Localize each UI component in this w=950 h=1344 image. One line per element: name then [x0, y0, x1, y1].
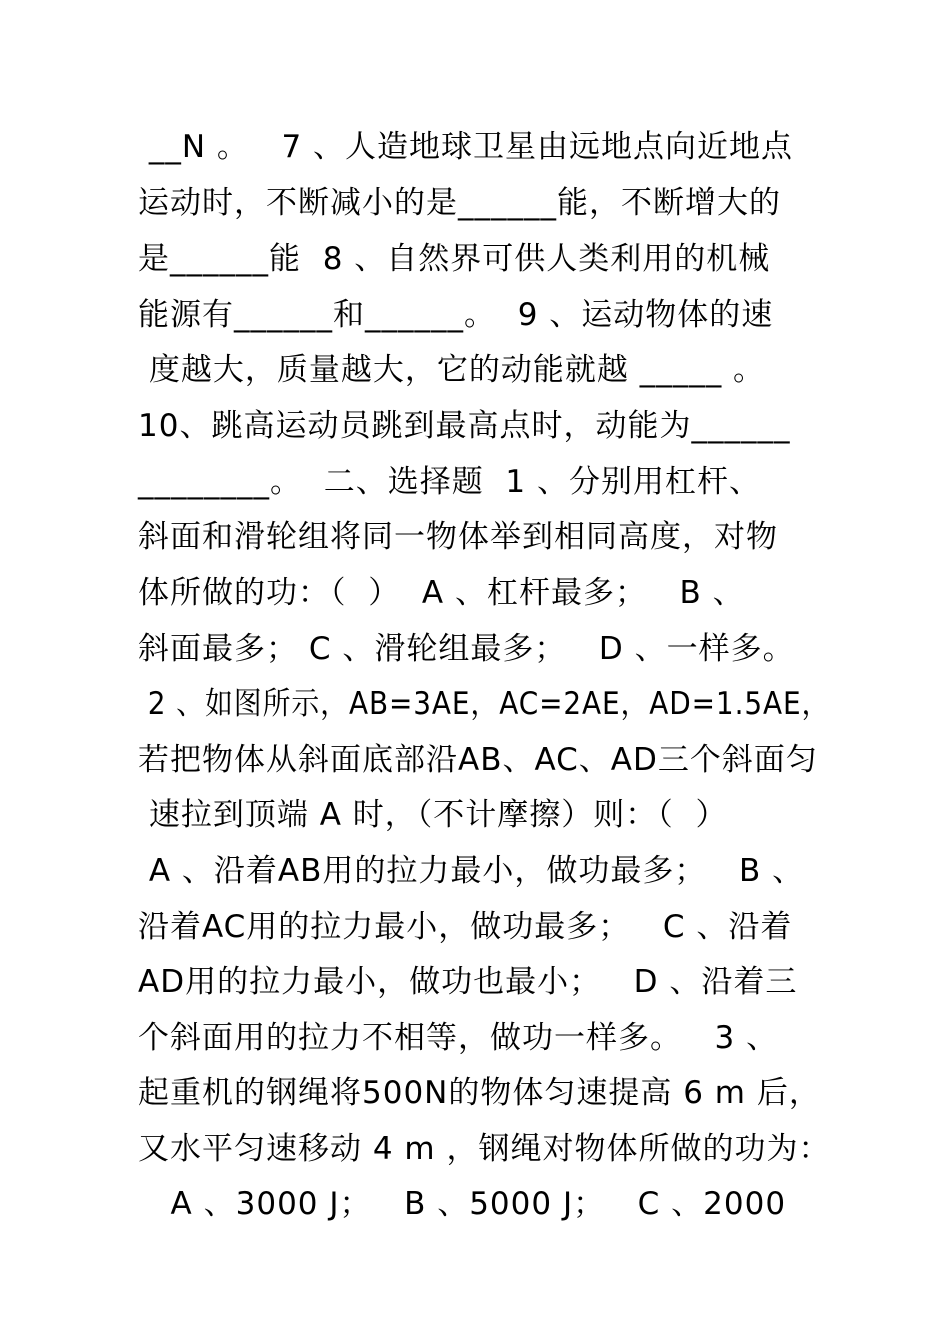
text-line: 又水平匀速移动 4 m ，钢绳对物体所做的功为： — [138, 1131, 831, 1167]
text-line: 个斜面用的拉力不相等，做功一样多。 3 、 — [138, 1020, 779, 1056]
text-line: 10、跳高运动员跳到最高点时，动能为______ — [138, 408, 791, 444]
text-line: 度越大，质量越大，它的动能就越 _____ 。 — [138, 352, 766, 388]
text-line: 沿着AC用的拉力最小，做功最多； C 、沿着 — [138, 909, 793, 945]
text-line: 能源有______和______。 9 、运动物体的速 — [138, 297, 774, 333]
text-line: 是______能 8 、自然界可供人类利用的机械 — [138, 241, 771, 277]
text-line: 运动时，不断减小的是______能，不断增大的 — [138, 185, 781, 221]
text-line: 斜面最多； C 、滑轮组最多； D 、一样多。 — [138, 631, 795, 667]
text-line: AD用的拉力最小，做功也最小； D 、沿着三 — [138, 964, 798, 1000]
text-line: A 、3000 J； B 、5000 J； C 、2000 — [138, 1186, 787, 1222]
text-line: 2 、如图所示，AB=3AE，AC=2AE，AD=1.5AE， — [138, 686, 831, 722]
text-line: 速拉到顶端 A 时，（不计摩擦）则：（ ） — [138, 797, 728, 833]
text-line: ________。 二、选择题 1 、分别用杠杆、 — [138, 464, 761, 500]
text-line: 起重机的钢绳将500N的物体匀速提高 6 m 后， — [138, 1075, 821, 1111]
text-line: 体所做的功：（ ） A 、杠杆最多； B 、 — [138, 575, 745, 611]
text-line: 若把物体从斜面底部沿AB、AC、AD三个斜面匀 — [138, 742, 818, 778]
text-line: A 、沿着AB用的拉力最小，做功最多； B 、 — [138, 853, 805, 889]
text-line: 斜面和滑轮组将同一物体举到相同高度，对物 — [138, 519, 778, 555]
text-line: __N 。 7 、人造地球卫星由远地点向近地点 — [138, 129, 794, 165]
